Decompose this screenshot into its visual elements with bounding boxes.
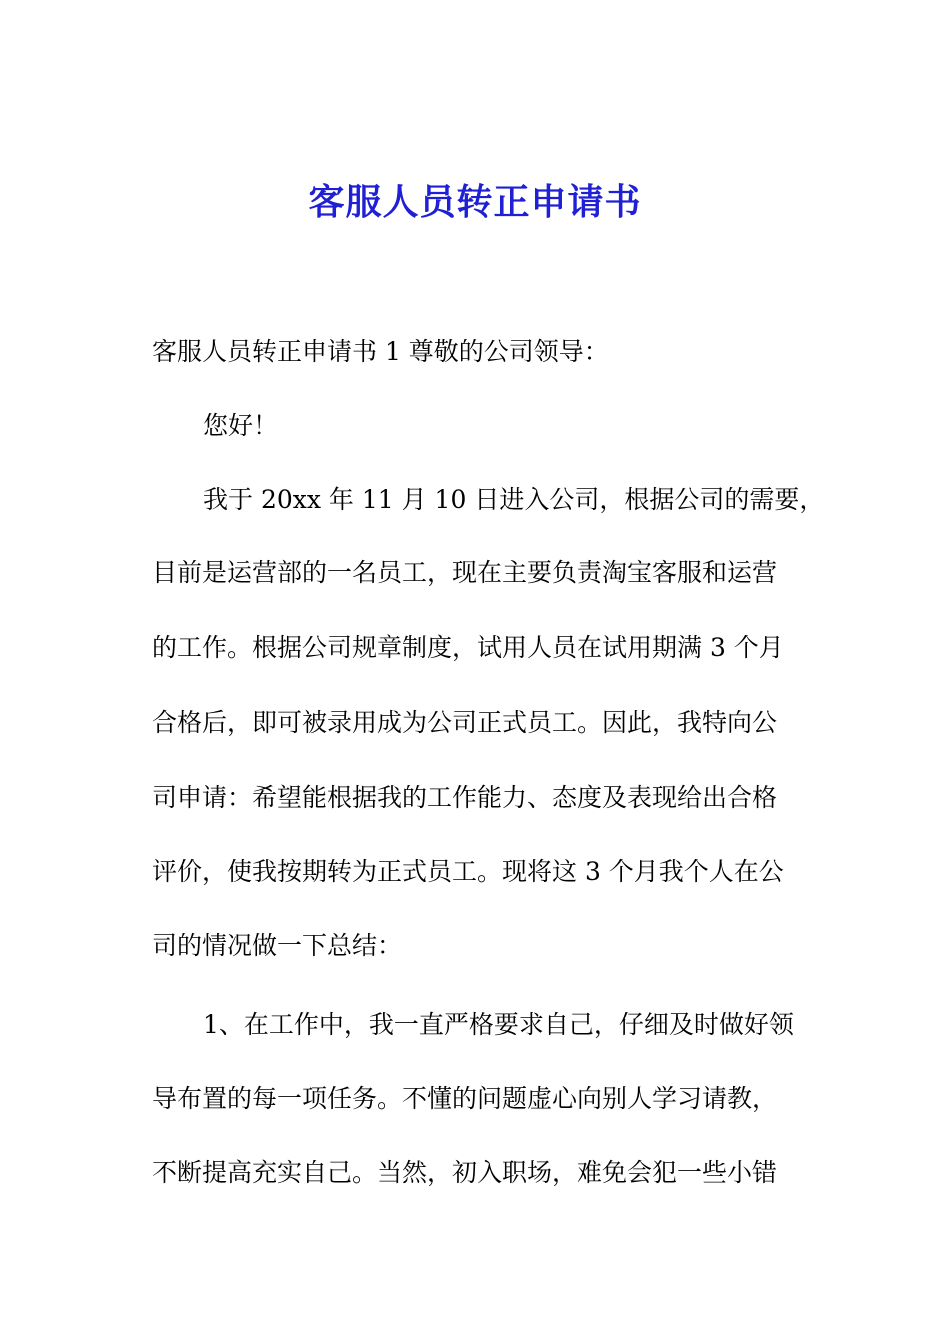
- body-line: 评价，使我按期转为正式员工。现将这 3 个月我个人在公: [152, 857, 784, 886]
- body-line: 司的情况做一下总结：: [152, 931, 403, 960]
- body-line: 1、在工作中，我一直严格要求自己，仔细及时做好领: [203, 1010, 794, 1039]
- body-line: 不断提高充实自己。当然，初入职场，难免会犯一些小错: [152, 1158, 778, 1187]
- body-line: 我于 20xx 年 11 月 10 日进入公司，根据公司的需要，: [203, 485, 825, 514]
- salutation-line: 客服人员转正申请书 1 尊敬的公司领导：: [152, 337, 609, 366]
- document-title: 客服人员转正申请书: [308, 181, 642, 223]
- body-line: 导布置的每一项任务。不懂的问题虚心向别人学习请教，: [152, 1084, 778, 1113]
- body-line: 目前是运营部的一名员工，现在主要负责淘宝客服和运营: [152, 558, 778, 587]
- greeting-line: 您好！: [203, 411, 279, 440]
- body-line: 司申请：希望能根据我的工作能力、态度及表现给出合格: [152, 783, 778, 812]
- body-line: 合格后，即可被录用成为公司正式员工。因此，我特向公: [152, 708, 778, 737]
- body-line: 的工作。根据公司规章制度，试用人员在试用期满 3 个月: [152, 633, 784, 662]
